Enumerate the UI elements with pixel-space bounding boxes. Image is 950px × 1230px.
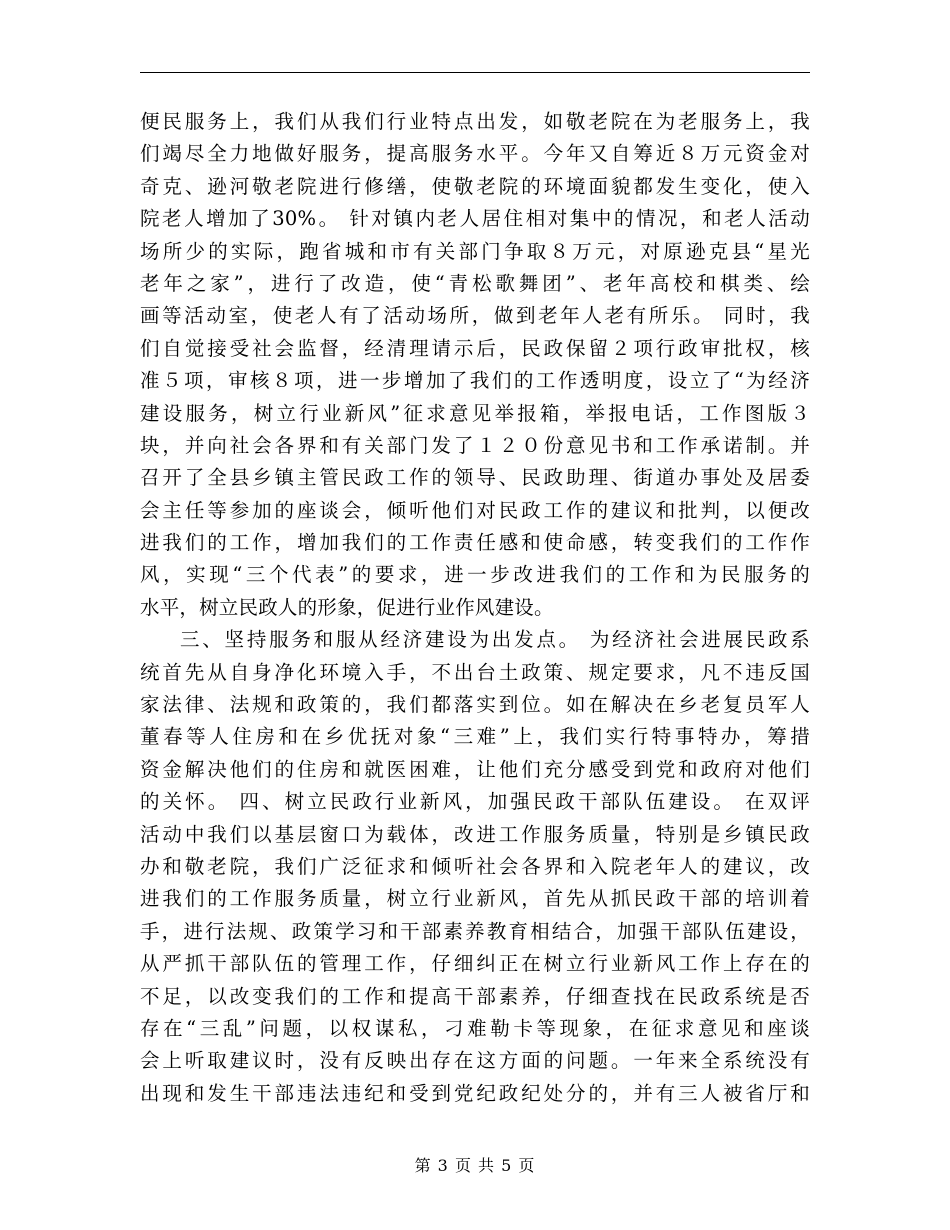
page-number: 第 3 页 共 5 页 (414, 1156, 536, 1175)
text-line: 进我们的工作，增加我们的工作责任感和使命感，转变我们的工作作 (140, 531, 810, 555)
text-line: 会主任等参加的座谈会，倾听他们对民政工作的建议和批判，以便改 (140, 498, 810, 522)
text-line: 董春等人住房和在乡优抚对象“三难”上，我们实行特事特办，筹措 (140, 725, 810, 749)
text-line: 活动中我们以基层窗口为载体，改进工作服务质量，特别是乡镇民政 (140, 822, 810, 846)
text-line: 进我们的工作服务质量，树立行业新风，首先从抓民政干部的培训着 (140, 887, 810, 911)
text-line: 存在“三乱”问题，以权谋私，刁难勒卡等现象，在征求意见和座谈 (140, 1016, 810, 1040)
text-line: 不足，以改变我们的工作和提高干部素养，仔细查找在民政系统是否 (140, 984, 810, 1008)
text-line: 资金解决他们的住房和就医困难，让他们充分感受到党和政府对他们 (140, 757, 810, 781)
text-line: 风，实现“三个代表”的要求，进一步改进我们的工作和为民服务的 (140, 563, 810, 587)
text-line: 办和敬老院，我们广泛征求和倾听社会各界和入院老年人的建议，改 (140, 854, 810, 878)
text-line: 会上听取建议时，没有反映出存在这方面的问题。一年来全系统没有 (140, 1049, 810, 1073)
text-line: 块，并向社会各界和有关部门发了１２０份意见书和工作承诺制。并 (140, 433, 810, 457)
text-line: 奇克、逊河敬老院进行修缮，使敬老院的环境面貌都发生变化，使入 (140, 174, 810, 198)
text-line: 统首先从自身净化环境入手，不出台土政策、规定要求，凡不违反国 (140, 660, 810, 684)
text-line: 便民服务上，我们从我们行业特点出发，如敬老院在为老服务上，我 (140, 110, 810, 133)
text-line: 画等活动室，使老人有了活动场所，做到老年人老有所乐。 同时，我 (140, 304, 810, 328)
text-line: 家法律、法规和政策的，我们都落实到位。如在解决在乡老复员军人 (140, 693, 810, 717)
text-line: 老年之家”，进行了改造，使“青松歌舞团”、老年高校和棋类、绘 (140, 271, 810, 295)
body-text (140, 106, 810, 1110)
text-line: 召开了全县乡镇主管民政工作的领导、民政助理、街道办事处及居委 (140, 466, 810, 490)
text-line: 建设服务，树立行业新风”征求意见举报箱，举报电话，工作图版３ (140, 401, 810, 425)
text-line: 手，进行法规、政策学习和干部素养教育相结合，加强干部队伍建设， (140, 919, 810, 943)
text-line: 院老人增加了30%。 针对镇内老人居住相对集中的情况，和老人活动 (140, 207, 810, 231)
text-line: 从严抓干部队伍的管理工作，仔细纠正在树立行业新风工作上存在的 (140, 952, 810, 976)
text-line: 的关怀。 四、树立民政行业新风，加强民政干部队伍建设。 在双评 (140, 790, 810, 814)
text-line: 准５项，审核８项，进一步增加了我们的工作透明度，设立了“为经济 (140, 369, 810, 393)
text-line: 场所少的实际，跑省城和市有关部门争取８万元，对原逊克县“星光 (140, 239, 810, 263)
text-line: 出现和发生干部违法违纪和受到党纪政纪处分的，并有三人被省厅和 (140, 1081, 810, 1105)
header-rule (140, 72, 810, 73)
text-line: 们自觉接受社会监督，经清理请示后，民政保留２项行政审批权，核 (140, 336, 810, 360)
text-line: 三、坚持服务和服从经济建设为出发点。 为经济社会进展民政系 (180, 628, 810, 652)
text-line: 水平，树立民政人的形象，促进行业作风建设。 (140, 595, 554, 619)
text-line: 们竭尽全力地做好服务，提高服务水平。今年又自筹近８万元资金对 (140, 142, 810, 166)
